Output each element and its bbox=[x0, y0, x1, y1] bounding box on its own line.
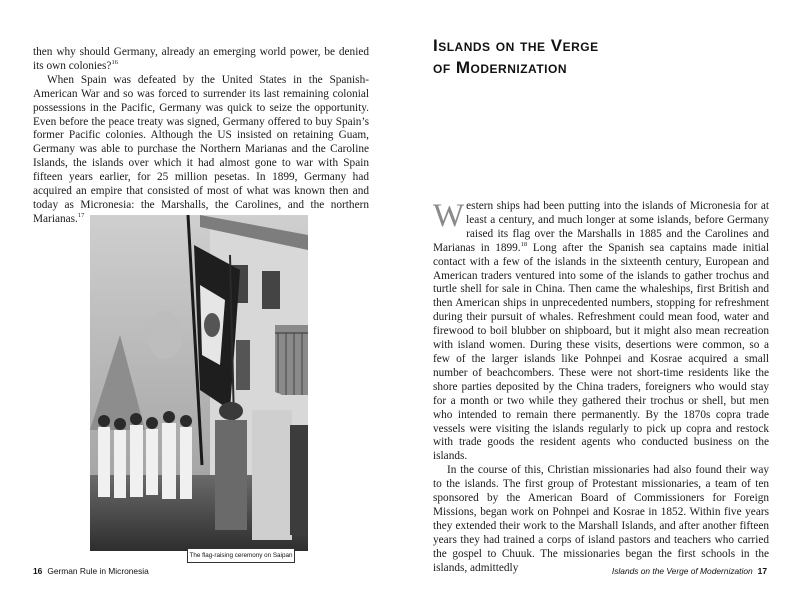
left-page-body bbox=[33, 46, 369, 227]
paragraph-text: then why should Germany, already an emerging world power, be denied its own colonies? bbox=[33, 46, 369, 72]
footnote-marker: 18 bbox=[520, 240, 528, 248]
paragraph bbox=[33, 46, 369, 74]
page-number: 17 bbox=[757, 566, 767, 576]
footnote-marker: 16 bbox=[111, 59, 118, 67]
paragraph-text: When Spain was defeated by the United States in the Spanish-American War and so was forced to surrender its last remaining colonial possessions in the Pacific, Germany was quick to seize the opportunity. Even before the peace treaty was signed, Germany offered to buy Spain’s former Pacific colonies. Although the US insisted on retaining Guam, Germany was able to purchase the Northern Marianas and the Caroline Islands, the islands over which it had almost gone to war with Spain fifteen years earlier, for 25 million pesetas. In 1899, Germany had acquired an empire that consisted of most of what was known then and today as Micronesia: the Marshalls, the Carolines, and the northern Marianas. bbox=[33, 73, 369, 225]
running-title: Islands on the Verge of Modernization bbox=[611, 566, 753, 576]
right-page-body bbox=[433, 200, 769, 575]
paragraph-text: In the course of this, Christian missionaries had also found their way to the islands. The first group of Protestant missionaries, a team of ten sponsored by the American Board of Commissioners for Foreign Missions, began work on Pohnpei and Kosrae in 1852. Within five years they extended their work to the Marshall Islands, and after another fifteen years they had trained a corps of island pastors and teachers who carried the gospel to Chuuk. The missionaries began the first schools in the islands, admittedly bbox=[433, 464, 769, 574]
page-number: 16 bbox=[33, 566, 43, 576]
paragraph bbox=[33, 74, 369, 227]
left-footer bbox=[33, 566, 149, 576]
running-title: German Rule in Micronesia bbox=[47, 566, 149, 576]
photo-caption: The flag-raising ceremony on Saipan bbox=[187, 548, 295, 563]
paragraph-text: estern ships had been putting into the islands of Micronesia for at least a century, and much longer at some islands, before Germany raised its flag over the Marshalls in 1885 and the Carolines and Marianas in 1899. bbox=[433, 200, 769, 254]
paragraph bbox=[433, 200, 769, 464]
chapter-heading bbox=[433, 35, 773, 79]
right-page bbox=[400, 0, 800, 600]
heading-line-2: of Modernization bbox=[433, 58, 567, 77]
flag-raising-photo bbox=[90, 215, 308, 551]
paragraph-text: Long after the Spanish sea captains made initial contact with a few of the islands in the sixteenth century, European and American traders ventured into some of the islands to gather trochus and turtle shell for sale in China. Then came the whaleships, first British and then American ships in unprecedented numbers, stopping for refreshment during their pursuit of whales. Refreshment could mean food, water and firewood to boil blubber on shipboard, but it might also mean recreation with island women. During these visits, desertions were common, so a few of the larger islands like Pohnpei and Kosrae acquired a small number of beachcombers. These were not short-time residents like the shore parties deposited by the China traders, foreigners who would stay for a month or two while they gathered their trochus or shell, but men who intended to remain there permanently. By the 1870s copra trade vessels were visiting the islands regularly to pick up copra and restock with trade goods the resident agents who conducted business on the islands. bbox=[433, 241, 770, 463]
right-footer bbox=[612, 566, 767, 576]
footnote-marker: 17 bbox=[77, 212, 85, 220]
drop-cap: W bbox=[433, 198, 465, 234]
heading-line-1: Islands on the Verge bbox=[433, 36, 599, 55]
paragraph bbox=[433, 464, 769, 575]
photo-illustration bbox=[90, 215, 308, 551]
